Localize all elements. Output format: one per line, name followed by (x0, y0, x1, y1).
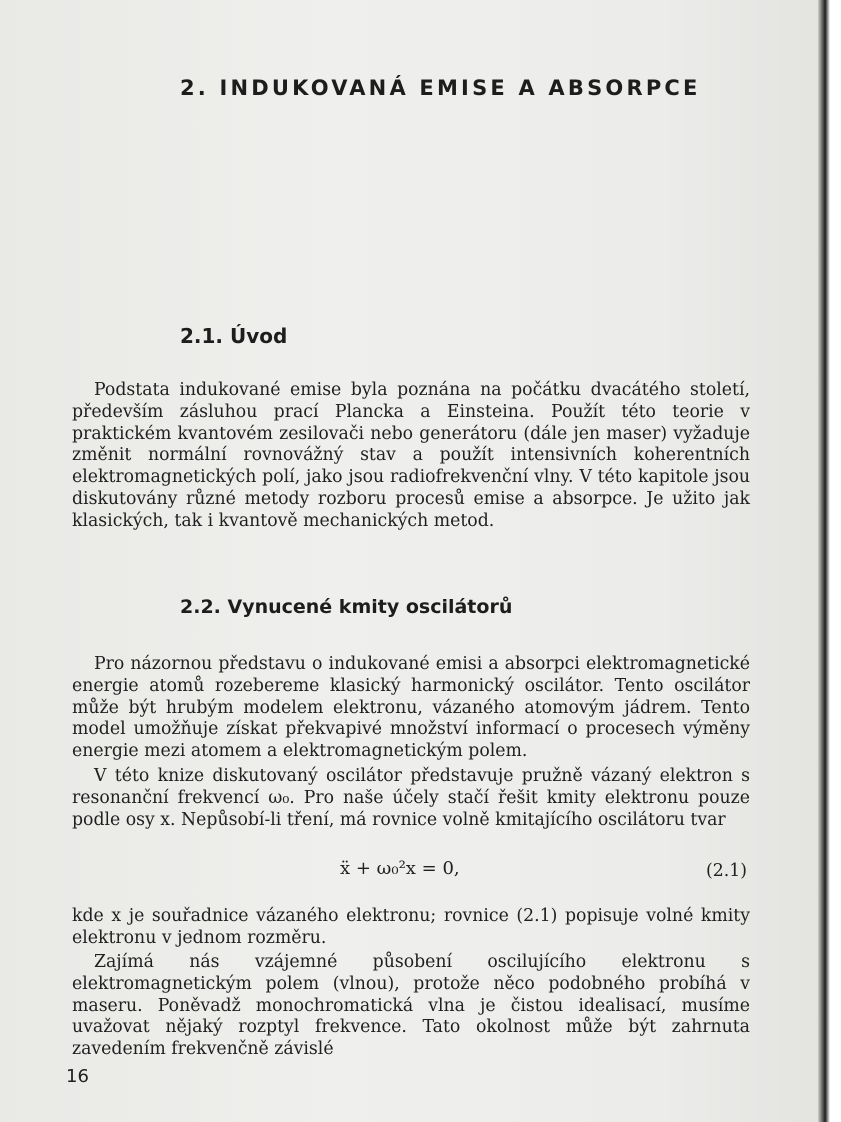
equation-number: (2.1) (706, 861, 747, 881)
equation-2-1: ẍ + ω₀²x = 0, (340, 858, 460, 879)
oscillators-paragraph-4: Zajímá nás vzájemné působení oscilujícího elektronu s elektromagnetickým polem (vlnou), protože něco podobného probíhá v maseru. Poněvadž monochromatická vlna je čistou idealisací, musíme uvažovat nějaký rozptyl frekvence. Tato okolnost může být zahrnuta zavedením frekvenčně závislé (72, 952, 750, 1060)
oscillators-paragraph-3: kde x je souřadnice vázaného elektronu; rovnice (2.1) popisuje volné kmity elektronu v jednom rozměru. (72, 906, 750, 948)
page-number: 16 (66, 1066, 89, 1087)
section-heading-intro: 2.1. Úvod (180, 324, 288, 348)
oscillators-paragraph-1: Pro názornou představu o indukované emisi a absorpci elektromagnetické energie atomů rozebereme klasický harmonický oscilátor. Tento oscilátor může být hrubým modelem elektronu, vázaného atomovým jádrem. Tento model umožňuje získat překvapivé množství informací o procesech výměny energie mezi atomem a elektromagnetickým polem. (72, 654, 750, 762)
intro-paragraph: Podstata indukované emise byla poznána na počátku dvacátého století, především zásluhou prací Plancka a Einsteina. Použít této teorie v praktickém kvantovém zesilovači nebo generátoru (dále jen maser) vyžaduje změnit normální rovnovážný stav a použít intensivních koherentních elektromagnetických polí, jako jsou radiofrekvenční vlny. V této kapitole jsou diskutovány různé metody rozboru procesů emise a absorpce. Je užito jak klasických, tak i kvantově mechanických metod. (72, 380, 750, 531)
page-edge-shadow (818, 0, 830, 1122)
section-heading-oscillators: 2.2. Vynucené kmity oscilátorů (180, 596, 513, 618)
chapter-title: 2. INDUKOVANÁ EMISE A ABSORPCE (180, 76, 701, 100)
oscillators-paragraph-2: V této knize diskutovaný oscilátor představuje pružně vázaný elektron s resonanční frekvencí ω₀. Pro naše účely stačí řešit kmity elektronu pouze podle osy x. Nepůsobí-li tření, má rovnice volně kmitajícího oscilátoru tvar (72, 766, 750, 830)
